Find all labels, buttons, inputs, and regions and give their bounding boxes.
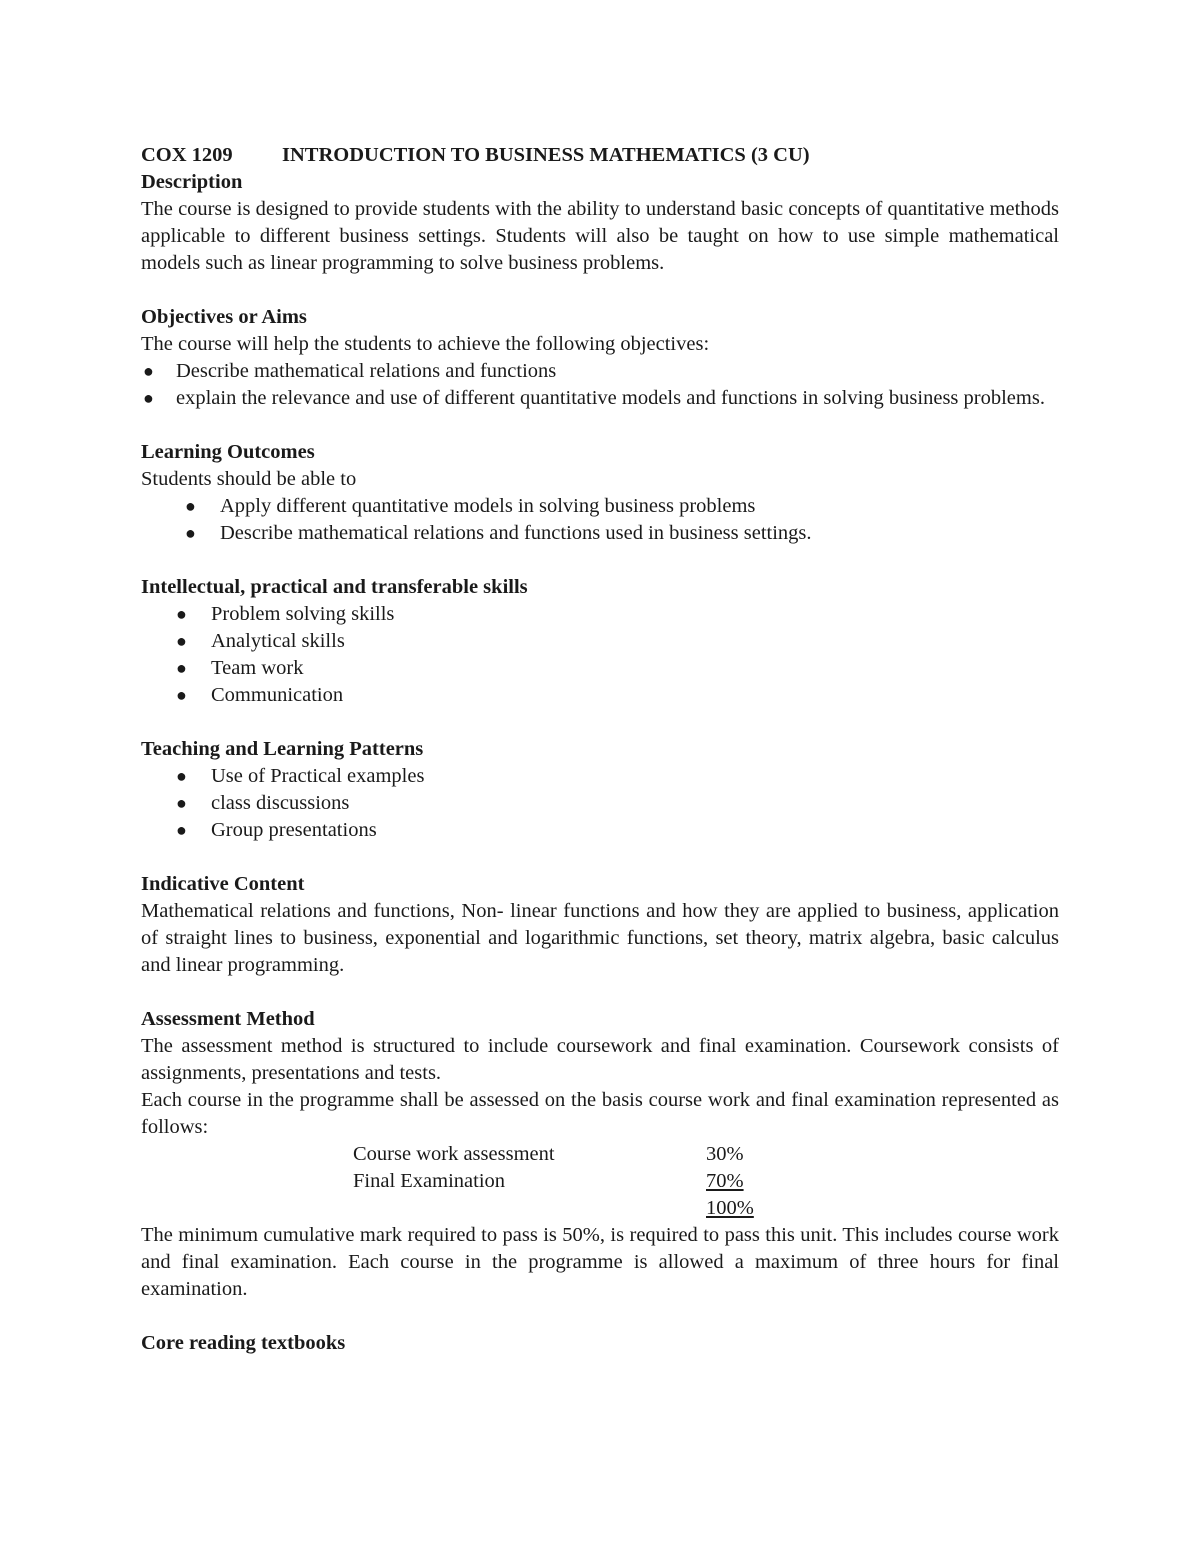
list-item: ● Team work [141, 655, 1059, 682]
bullet-icon: ● [143, 388, 154, 408]
list-item: ● Communication [141, 682, 1059, 709]
teaching-heading: Teaching and Learning Patterns [141, 738, 424, 760]
bullet-icon: ● [176, 766, 187, 786]
list-item: ● Group presentations [141, 817, 1059, 844]
core-reading-heading: Core reading textbooks [141, 1332, 346, 1354]
bullet-icon: ● [176, 685, 187, 705]
indicative-content-text: Mathematical relations and functions, Non- linear functions and how they are applied to business, application of straight lines to business, exponential and logarithmic functions, set theory, matrix algebra, basic calculus and linear programming. [141, 900, 1059, 976]
assessment-total-row [141, 1195, 1059, 1222]
assessment-text-2: Each course in the programme shall be assessed on the basis course work and final examination represented as follows: [141, 1089, 1059, 1138]
assessment-heading: Assessment Method [141, 1008, 315, 1030]
assessment-total: 100% [706, 1197, 754, 1219]
list-item: ● class discussions [141, 790, 1059, 817]
skills-list [141, 601, 1059, 709]
bullet-icon: ● [176, 658, 187, 678]
course-title: INTRODUCTION TO BUSINESS MATHEMATICS (3 CU) [282, 144, 810, 166]
bullet-icon: ● [185, 523, 196, 543]
learning-outcomes-list [141, 493, 1059, 547]
description-text: The course is designed to provide students with the ability to understand basic concepts of quantitative methods applicable to different business settings. Students will also be taught on how to use simple mathematical models such as linear programming to solve business problems. [141, 198, 1059, 274]
list-item: ● Apply different quantitative models in solving business problems [141, 493, 1059, 520]
list-item: ● Problem solving skills [141, 601, 1059, 628]
list-item: ● Describe mathematical relations and functions used in business settings. [141, 520, 1059, 547]
bullet-icon: ● [143, 361, 154, 381]
course-title-row [141, 142, 1059, 169]
list-item: ● Analytical skills [141, 628, 1059, 655]
learning-outcomes-heading: Learning Outcomes [141, 441, 315, 463]
description-heading: Description [141, 171, 243, 193]
assessment-text-1: The assessment method is structured to include coursework and final examination. Coursework consists of assignments, presentations and tests. [141, 1035, 1059, 1084]
assessment-value: 30% [706, 1143, 744, 1165]
bullet-icon: ● [176, 631, 187, 651]
assessment-row-final-exam [141, 1168, 1059, 1195]
assessment-label: Final Examination [353, 1170, 506, 1192]
objectives-list [141, 358, 1059, 412]
bullet-icon: ● [185, 496, 196, 516]
bullet-icon: ● [176, 793, 187, 813]
document-page [141, 142, 1059, 1357]
assessment-value: 70% [706, 1170, 744, 1192]
skills-heading: Intellectual, practical and transferable skills [141, 576, 528, 598]
assessment-row-coursework [141, 1141, 1059, 1168]
bullet-icon: ● [176, 604, 187, 624]
assessment-text-3: The minimum cumulative mark required to pass is 50%, is required to pass this unit. This includes course work and final examination. Each course in the programme is allowed a maximum of three hours for final examination. [141, 1224, 1059, 1300]
bullet-icon: ● [176, 820, 187, 840]
indicative-content-heading: Indicative Content [141, 873, 305, 895]
list-item: ● explain the relevance and use of different quantitative models and functions in solving business problems. [141, 385, 1059, 412]
assessment-label: Course work assessment [353, 1143, 555, 1165]
teaching-list [141, 763, 1059, 844]
list-item: ● Use of Practical examples [141, 763, 1059, 790]
learning-outcomes-intro: Students should be able to [141, 468, 357, 490]
objectives-heading: Objectives or Aims [141, 306, 307, 328]
objectives-intro: The course will help the students to achieve the following objectives: [141, 333, 710, 355]
list-item: ● Describe mathematical relations and functions [141, 358, 1059, 385]
course-code: COX 1209 [141, 144, 233, 166]
